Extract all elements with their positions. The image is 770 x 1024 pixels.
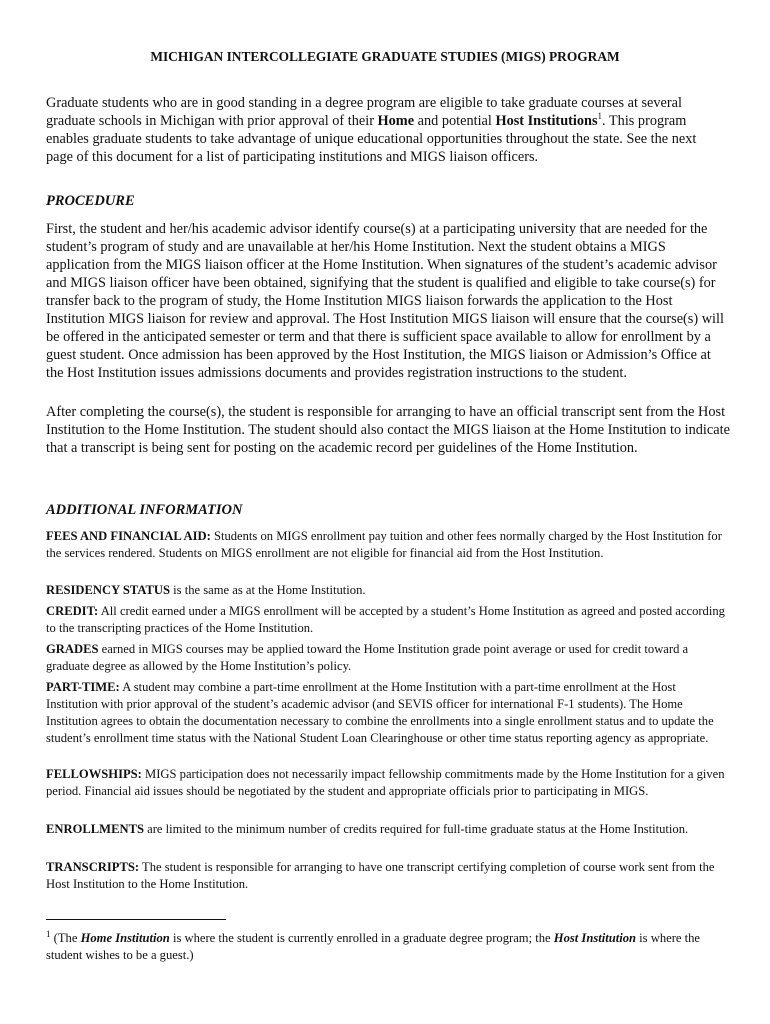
- info-text: A student may combine a part-time enrollment at the Home Institution with a part-time enrollment at the Host Institution with prior approval of the student’s academic advisor (and SEVIS officer for international F-1 students). The Home Institution agrees to obtain the documentation necessary to combine the enrollments into a single enrollment status and to update the student’s enrollment time status with the National Student Loan Clearinghouse or other time status reporting agency as appropriate.: [46, 680, 714, 745]
- footnote-text-3: is where the student wishes to be a guest.): [46, 931, 701, 962]
- info-enrollments: [46, 821, 726, 838]
- info-text: earned in MIGS courses may be applied toward the Home Institution grade point average or used for credit toward a graduate degree as allowed by the Home Institution’s policy.: [46, 642, 689, 673]
- info-text: MIGS participation does not necessarily impact fellowship commitments made by the Home Institution for a given period. Financial aid issues should be negotiated by the student and appropriate officials prior to participating in MIGS.: [46, 767, 725, 798]
- procedure-paragraph-1: First, the student and her/his academic advisor identify course(s) at a participating university that are needed for the student’s program of study and are unavailable at her/his Home Institution. Next the student obtains a MIGS application from the MIGS liaison officer at the Home Institution. When signatures of the student’s academic advisor and MIGS liaison officer have been obtained, signifying that the student is qualified and eligible to take course(s) for transfer back to the program of study, the Home Institution MIGS liaison forwards the application to the Host Institution MIGS liaison for review and approval. The Host Institution MIGS liaison will ensure that the course(s) will be offered in the anticipated semester or term and that there is sufficient space available to allow for enrollment by a guest student. Once admission has been approved by the Host Institution, the MIGS liaison or Admission’s Office at the Host Institution issues admissions documents and provides registration instructions to the student.: [46, 221, 724, 381]
- intro-text-3: . This program enables graduate students to take advantage of unique educational opportunities throughout the state. See the next page of this document for a list of participating institutions and MIGS liaison officers.: [46, 113, 697, 165]
- footnote: [46, 930, 716, 964]
- procedure-paragraph-2: After completing the course(s), the student is responsible for arranging to have an official transcript sent from the Host Institution to the Home Institution. The student should also contact the MIGS liaison at the Home Institution to indicate that a transcript is being sent for posting on the academic record per guidelines of the Home Institution.: [46, 404, 730, 456]
- info-text: Students on MIGS enrollment pay tuition and other fees normally charged by the Host Institution for the services rendered. Students on MIGS enrollment are not eligible for financial aid from the Host Institution.: [46, 529, 722, 560]
- page-title: MICHIGAN INTERCOLLEGIATE GRADUATE STUDIES (MIGS) PROGRAM: [150, 49, 620, 64]
- footnote-divider: [46, 919, 226, 920]
- info-label: FEES AND FINANCIAL AID:: [46, 529, 211, 543]
- info-text: All credit earned under a MIGS enrollment will be accepted by a student’s Home Institution as agreed and posted according to the transcripting practices of the Home Institution.: [46, 604, 725, 635]
- info-label: PART-TIME:: [46, 680, 120, 694]
- info-text: is the same as at the Home Institution.: [170, 583, 366, 597]
- footnote-reference: 1: [597, 111, 603, 122]
- info-fees: [46, 528, 726, 562]
- footnote-text-2: is where the student is currently enrolled in a graduate degree program; the: [169, 931, 554, 945]
- info-credit: [46, 603, 726, 637]
- additional-info-heading: ADDITIONAL INFORMATION: [46, 502, 243, 518]
- intro-text-1: Graduate students who are in good standing in a degree program are eligible to take graduate courses at several graduate schools in Michigan with prior approval of their: [46, 95, 682, 129]
- intro-paragraph: [46, 94, 726, 166]
- info-grades: [46, 641, 726, 675]
- footnote-host-term: Host Institution: [553, 931, 637, 945]
- footnote-text-1: (The: [50, 931, 81, 945]
- info-label: ENROLLMENTS: [46, 822, 144, 836]
- footnote-marker: 1: [46, 928, 51, 939]
- info-label: RESIDENCY STATUS: [46, 583, 170, 597]
- procedure-heading: PROCEDURE: [46, 193, 135, 209]
- info-label: TRANSCRIPTS:: [46, 860, 140, 874]
- info-label: FELLOWSHIPS:: [46, 767, 142, 781]
- info-text: are limited to the minimum number of credits required for full-time graduate status at the Home Institution.: [143, 822, 689, 836]
- intro-home-term: Home: [377, 113, 415, 129]
- info-transcripts: [46, 859, 726, 893]
- info-text: The student is responsible for arranging to have one transcript certifying completion of course work sent from the Host Institution to the Home Institution.: [46, 860, 715, 891]
- info-part-time: [46, 679, 726, 747]
- info-residency: [46, 582, 726, 599]
- intro-host-term: Host Institutions: [495, 113, 598, 129]
- info-label: GRADES: [46, 642, 99, 656]
- info-fellowships: [46, 766, 726, 800]
- intro-text-2: and potential: [414, 113, 496, 129]
- info-label: CREDIT:: [46, 604, 99, 618]
- footnote-home-term: Home Institution: [80, 931, 170, 945]
